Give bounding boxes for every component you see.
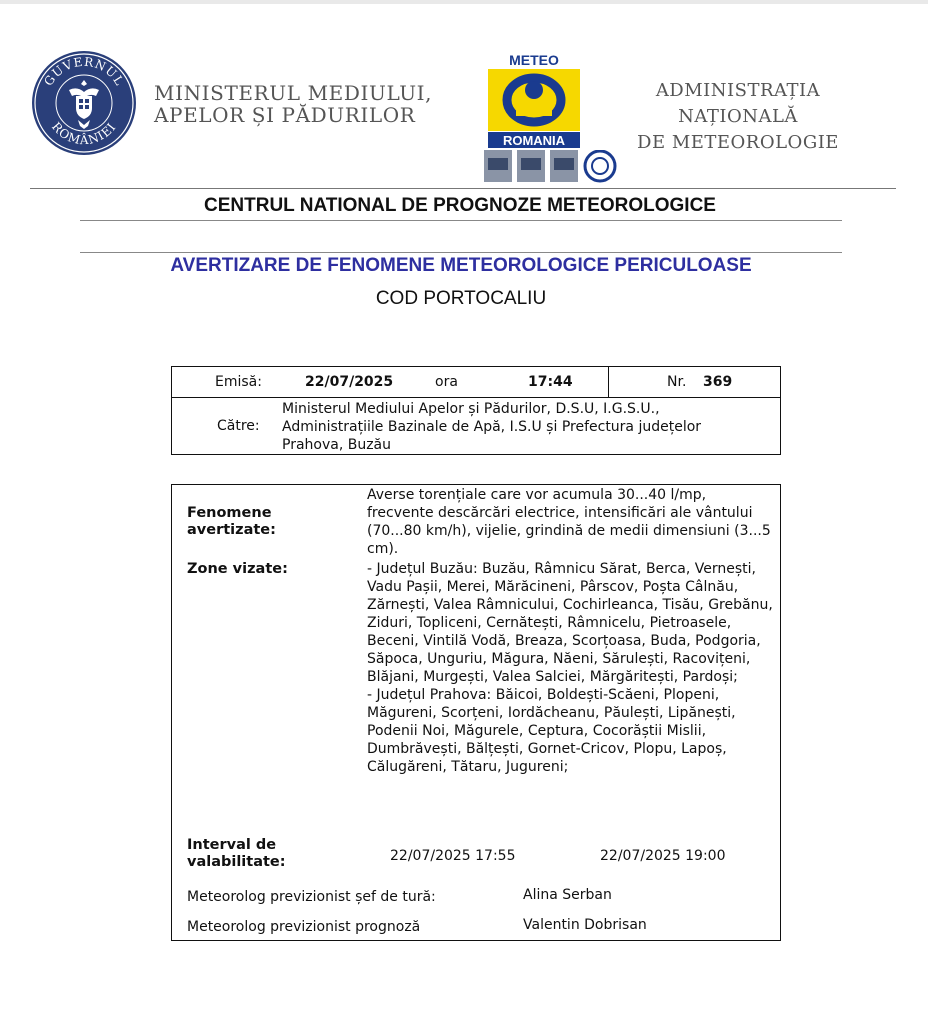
recipients-line-1: Ministerul Mediului Apelor și Pădurilor, D.S.U, I.G.S.U., bbox=[282, 401, 660, 417]
shift-chief-label: Meteorolog previzionist șef de tură: bbox=[187, 889, 436, 905]
header-divider bbox=[30, 188, 896, 189]
issue-row bbox=[172, 367, 780, 398]
government-seal-logo bbox=[31, 50, 137, 156]
title-divider-top bbox=[80, 220, 842, 221]
issue-info-box bbox=[171, 366, 781, 455]
svg-text:ROMÂNIEI: ROMÂNIEI bbox=[49, 119, 119, 148]
center-title: CENTRUL NATIONAL DE PROGNOZE METEOROLOGICE bbox=[204, 195, 716, 216]
zones-buzau: - Județul Buzău: Buzău, Râmnicu Sărat, Berca, Vernești, Vadu Pașii, Merei, Mărăcineni, Pârscov, Poșta Câlnău, Zărnești, Valea Râmnicului, Cochirleanca, Tisău, Grebănu, Ziduri, Topliceni, Cernătești, Râmnicelu, Pietroasele, Beceni, Vintilă Vodă, Breaza, Scorțoasa, Buda, Podgoria, Săpoca, Unguriu, Măgura, Năeni, Sărulești, Racovițeni, Blăjani, Murgești, Valea Salciei, Mărgăritești, Pardoși; bbox=[367, 561, 773, 685]
issue-row-divider bbox=[608, 367, 609, 398]
zones-prahova: - Județul Prahova: Băicoi, Boldești-Scăeni, Plopeni, Măgureni, Scorțeni, Iordăcheanu, Păulești, Lipănești, Podenii Noi, Măgurele, Ceptura, Cocorăștii Mislii, Dumbrăvești, Bălțești, Gornet-Cricov, Plopu, Lapoș, Călugăreni, Tătaru, Jugureni; bbox=[367, 687, 736, 775]
title-divider-bottom bbox=[80, 252, 842, 253]
forecaster-name: Valentin Dobrisan bbox=[523, 917, 647, 933]
top-strip bbox=[0, 0, 928, 4]
recipients-line-3: Prahova, Buzău bbox=[282, 437, 392, 453]
warning-number: 369 bbox=[703, 374, 733, 390]
anm-line-1: ADMINISTRAȚIA NAȚIONALĂ bbox=[655, 80, 821, 127]
issue-date: 22/07/2025 bbox=[305, 374, 394, 390]
forecaster-label: Meteorolog previzionist prognoză bbox=[187, 919, 421, 935]
phenomena-label bbox=[187, 505, 276, 539]
phenomena-description: Averse torențiale care vor acumula 30...40 l/mp, frecvente descărcări electrice, intensificări ale vântului (70...80 km/h), vijelie, grindină de medii dimensiuni (3...5 cm). bbox=[367, 487, 771, 557]
validity-label-line-2: valabilitate: bbox=[187, 854, 286, 870]
anm-line-2: DE METEOROLOGIE bbox=[637, 132, 839, 153]
ministry-name bbox=[154, 82, 432, 126]
nr-label: Nr. bbox=[667, 374, 687, 390]
ministry-line-1: MINISTERUL MEDIULUI, bbox=[154, 81, 433, 105]
zones-list bbox=[367, 560, 779, 776]
ministry-line-2: APELOR ȘI PĂDURILOR bbox=[154, 103, 416, 127]
validity-label-line-1: Interval de bbox=[187, 837, 277, 853]
catre-label: Către: bbox=[217, 418, 260, 434]
shift-chief-name: Alina Serban bbox=[523, 887, 612, 903]
svg-text:ROMANIA: ROMANIA bbox=[502, 133, 566, 148]
warning-code: COD PORTOCALIU bbox=[375, 288, 547, 309]
recipients-line-2: Administrațiile Bazinale de Apă, I.S.U și Prefectura județelor bbox=[282, 419, 702, 435]
recipients bbox=[282, 400, 772, 454]
phenomena-label-line-2: avertizate: bbox=[187, 522, 276, 538]
anm-name bbox=[593, 78, 883, 156]
meteo-romania-logo bbox=[486, 52, 582, 148]
warning-details-box bbox=[171, 484, 781, 941]
phenomena-label-line-1: Fenomene bbox=[187, 505, 272, 521]
validity-start: 22/07/2025 17:55 bbox=[390, 848, 516, 864]
validity-end: 22/07/2025 19:00 bbox=[600, 848, 726, 864]
ora-label: ora bbox=[435, 374, 458, 390]
issue-time: 17:44 bbox=[528, 374, 573, 390]
svg-text:METEO: METEO bbox=[509, 52, 559, 68]
validity-label bbox=[187, 837, 286, 871]
emisa-label: Emisă: bbox=[215, 374, 262, 390]
warning-title: AVERTIZARE DE FENOMENE METEOROLOGICE PERICULOASE bbox=[170, 255, 752, 276]
zones-label: Zone vizate: bbox=[187, 561, 288, 577]
svg-text:GUVERNUL: GUVERNUL bbox=[41, 54, 127, 89]
